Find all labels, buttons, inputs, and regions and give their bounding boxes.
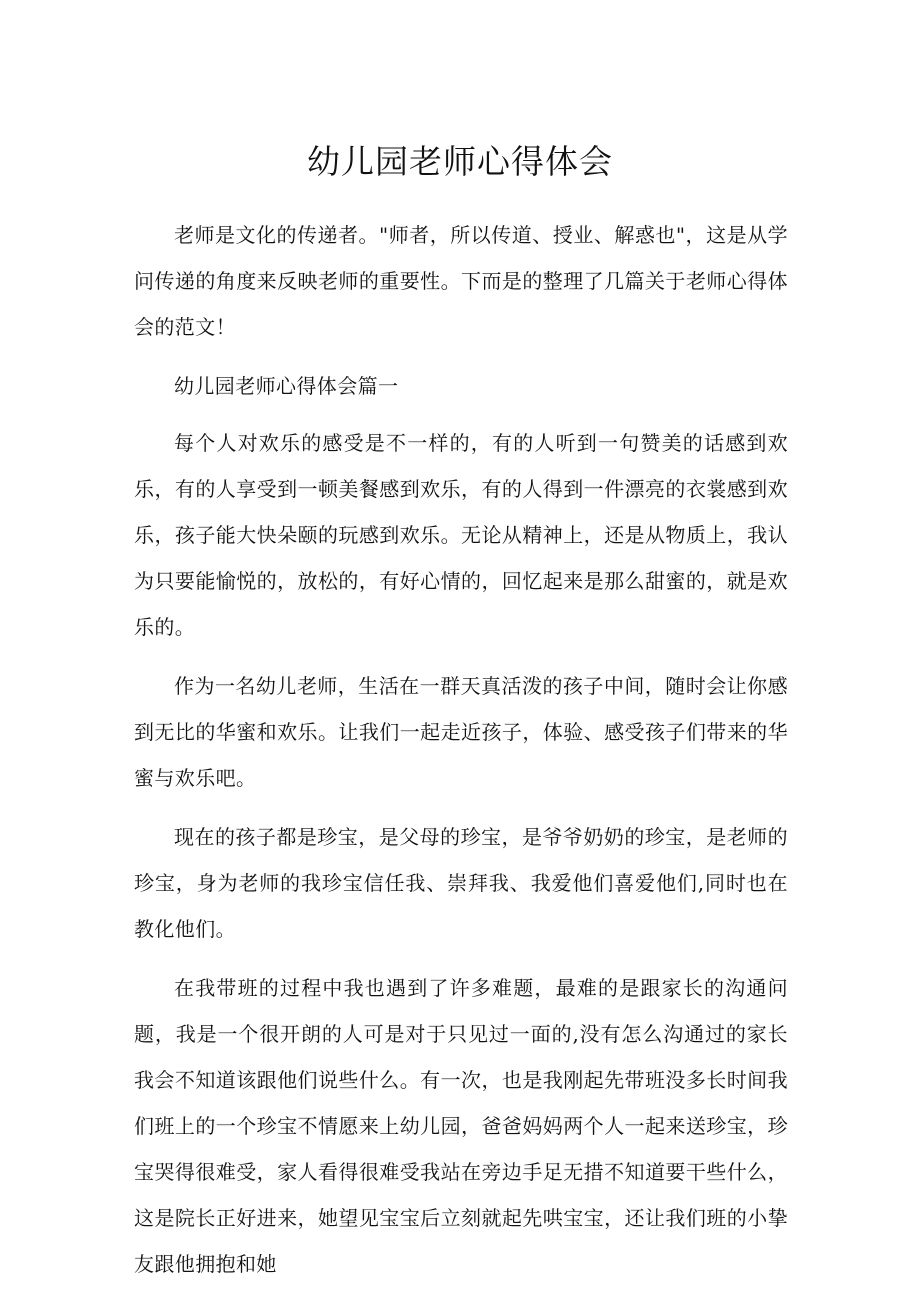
intro-paragraph: 老师是文化的传递者。"师者，所以传道、授业、解惑也"，这是从学问传递的角度来反映老师的重要性。下而是的整理了几篇关于老师心得体会的范文！ [134, 223, 788, 339]
section-heading: 幼儿园老师心得体会篇一 [174, 374, 399, 398]
body-paragraph-4: 在我带班的过程中我也遇到了许多难题，最难的是跟家长的沟通问题，我是一个很开朗的人可是对于只见过一面的,没有怎么沟通过的家长我会不知道该跟他们说些什么。有一次，也是我刚起先带班没多长时间我们班上的一个珍宝不情愿来上幼儿园，爸爸妈妈两个人一起来送珍宝，珍宝哭得很难受，家人看得很难受我站在旁边手足无措不知道要干些什么，这是院长正好进来，她望见宝宝后立刻就起先哄宝宝，还让我们班的小挚友跟他拥抱和她 [134, 976, 788, 1276]
body-paragraph-3: 现在的孩子都是珍宝，是父母的珍宝，是爷爷奶奶的珍宝，是老师的珍宝，身为老师的我珍宝信任我、崇拜我、我爱他们喜爱他们,同时也在教化他们。 [134, 825, 788, 941]
document-title: 幼儿园老师心得体会 [307, 142, 613, 181]
body-paragraph-1: 每个人对欢乐的感受是不一样的，有的人听到一句赞美的话感到欢乐，有的人享受到一顿美餐感到欢乐，有的人得到一件漂亮的衣裳感到欢乐，孩子能大快朵颐的玩感到欢乐。无论从精神上，还是从物质上，我认为只要能愉悦的，放松的，有好心情的，回忆起来是那么甜蜜的，就是欢乐的。 [134, 431, 788, 639]
body-paragraph-2: 作为一名幼儿老师，生活在一群天真活泼的孩子中间，随时会让你感到无比的华蜜和欢乐。让我们一起走近孩子，体验、感受孩子们带来的华蜜与欢乐吧。 [134, 674, 788, 790]
document-body [134, 212, 788, 1300]
